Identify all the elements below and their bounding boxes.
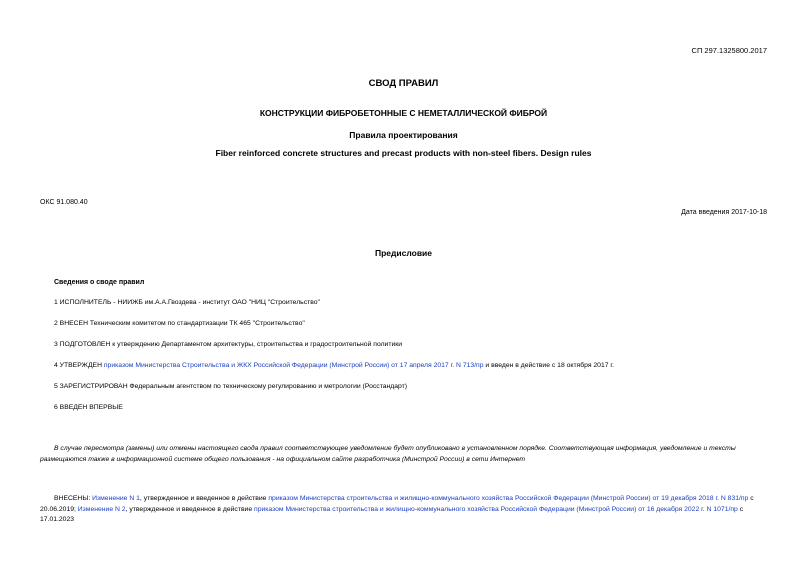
item-4-prefix: 4 УТВЕРЖДЕН bbox=[54, 362, 104, 369]
info-item-2: 2 ВНЕСЕН Техническим комитетом по стандартизации ТК 465 "Строительство" bbox=[54, 320, 305, 327]
changes-mid-2: , утвержденное и введенное в действие bbox=[125, 505, 255, 513]
info-item-6: 6 ВВЕДЕН ВПЕРВЫЕ bbox=[54, 404, 123, 411]
changes-date-1: с 20.06.2019; bbox=[40, 495, 754, 513]
approval-order-link[interactable]: приказом Министерства Строительства и ЖКХ Российской Федерации (Минстрой России) от 17 апреля 2017 г. N 713/пр bbox=[103, 362, 484, 369]
document-subtitle: КОНСТРУКЦИИ ФИБРОБЕТОННЫЕ С НЕМЕТАЛЛИЧЕСКОЙ ФИБРОЙ bbox=[259, 108, 548, 118]
changes-paragraph bbox=[40, 494, 768, 526]
oks-code: ОКС 91.080.40 bbox=[40, 199, 88, 206]
changes-prefix: ВНЕСЕНЫ: bbox=[54, 495, 93, 502]
intro-date: Дата введения 2017-10-18 bbox=[681, 209, 767, 216]
rules-heading: Правила проектирования bbox=[349, 130, 458, 140]
english-title: Fiber reinforced concrete structures and precast products with non-steel fibers. Design rules bbox=[215, 148, 592, 158]
preface-heading: Предисловие bbox=[374, 248, 433, 258]
changes-mid-1: , утвержденное и введенное в действие bbox=[139, 495, 269, 502]
notice-paragraph: В случае пересмотра (замены) или отмены настоящего свода правил соответствующее уведомление будет опубликовано в установленном порядке. Соответствующая информация, уведомление и тексты размещаются также в информационной системе общего пользования - на официальном сайте разработчика (Минстрой России) в сети Интернет bbox=[40, 445, 736, 463]
page-title: СВОД ПРАВИЛ bbox=[368, 78, 439, 89]
info-item-1: 1 ИСПОЛНИТЕЛЬ - НИИЖБ им.А.А.Гвоздева - институт ОАО "НИЦ "Строительство" bbox=[54, 299, 320, 306]
info-heading: Сведения о своде правил bbox=[54, 279, 145, 286]
changes-date-2: с 17.01.2023 bbox=[40, 505, 744, 523]
order-1-link[interactable]: приказом Министерства строительства и жилищно-коммунального хозяйства Российской Федерации (Минстрой России) от 19 декабря 2018 г. N 831/пр bbox=[268, 495, 749, 502]
change-2-link[interactable]: Изменение N 2 bbox=[77, 505, 126, 513]
item-4-suffix: и введен в действие с 18 октября 2017 г. bbox=[483, 362, 614, 369]
info-item-5: 5 ЗАРЕГИСТРИРОВАН Федеральным агентством по техническому регулированию и метрологии (Росстандарт) bbox=[54, 383, 408, 390]
change-1-link[interactable]: Изменение N 1 bbox=[92, 495, 140, 502]
document-code: СП 297.1325800.2017 bbox=[691, 46, 767, 55]
info-item-4 bbox=[54, 362, 614, 369]
info-item-3: 3 ПОДГОТОВЛЕН к утверждению Департаментом архитектуры, строительства и градостроительной политики bbox=[54, 341, 403, 348]
order-2-link[interactable]: приказом Министерства строительства и жилищно-коммунального хозяйства Российской Федерации (Минстрой России) от 16 декабря 2022 г. N 1071/пр bbox=[254, 505, 738, 513]
